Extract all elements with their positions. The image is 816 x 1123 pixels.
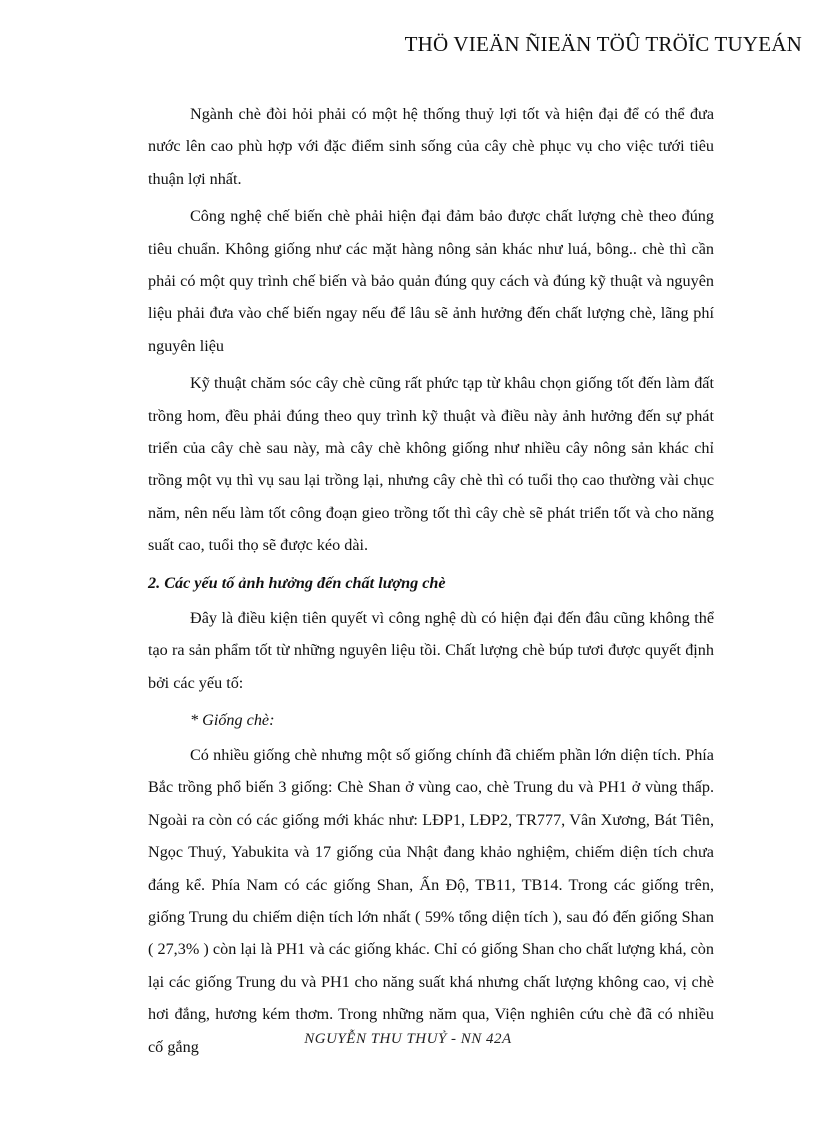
page-footer-author: NGUYỄN THU THUỶ - NN 42A — [304, 1031, 512, 1047]
paragraph-quality-factors: Đây là điều kiện tiên quyết vì công nghệ dù có hiện đại đến đâu cũng không thể tạo ra sản phẩm tốt từ những nguyên liệu tồi. Chất lượng chè búp tươi được quyết định bởi các yếu tố: — [148, 608, 714, 692]
paragraph-tea-varieties: Có nhiều giống chè nhưng một số giống chính đã chiếm phần lớn diện tích. Phía Bắc trồng phổ biến 3 giống: Chè Shan ở vùng cao, chè Trung du và PH1 ở vùng thấp. Ngoài ra còn có các giống mới khác như: LĐP1, LĐP2, TR777, Vân Xương, Bát Tiên, Ngọc Thuý, Yabukita và 17 giống của Nhật đang khảo nghiệm, chiếm diện tích chưa đáng kể. Phía Nam có các giống Shan, Ấn Độ, TB11, TB14. Trong các giống trên, giống Trung du chiếm diện tích lớn nhất ( 59% tổng diện tích ), sau đó đến giống Shan ( 27,3% ) còn lại là PH1 và các giống khác. Chỉ có giống Shan cho chất lượng khá, còn lại các giống Trung du và PH1 cho năng suất khá nhưng chất lượng không cao, vị chè hơi đắng, hương kém thơm. Trong những năm qua, Viện nghiên cứu chè đã có nhiều cố gắng — [148, 745, 714, 1056]
section-heading: 2. Các yếu tố ảnh hưởng đến chất lượng chè — [148, 573, 446, 592]
document-body — [148, 98, 714, 1068]
paragraph-cultivation-technique: Kỹ thuật chăm sóc cây chè cũng rất phức tạp từ khâu chọn giống tốt đến làm đất trồng hom, đều phải đúng theo quy trình kỹ thuật và điều này ảnh hưởng đến sự phát triển của cây chè sau này, mà cây chè không giống như nhiều cây nông sản khác chỉ trồng một vụ thì vụ sau lại trồng lại, nhưng cây chè thì có tuổi thọ cao thường vài chục năm, nên nếu làm tốt công đoạn gieo trồng tốt thì cây chè sẽ phát triển tốt và cho năng suất cao, tuổi thọ sẽ được kéo dài. — [148, 374, 714, 555]
page-header-title: THÖ VIEÄN ÑIEÄN TÖÛ TRÖÏC TUYEÁN — [404, 32, 802, 56]
paragraph-irrigation: Ngành chè đòi hỏi phải có một hệ thống thuỷ lợi tốt và hiện đại để có thể đưa nước lên cao phù hợp với đặc điểm sinh sống của cây chè phục vụ cho việc tưới tiêu thuận lợi nhất. — [148, 105, 714, 188]
sub-heading-tea-varieties: * Giống chè: — [190, 710, 275, 729]
paragraph-processing-technology: Công nghệ chế biến chè phải hiện đại đảm bảo được chất lượng chè theo đúng tiêu chuẩn. Không giống như các mặt hàng nông sản khác như luá, bông.. chè thì cần phải có một quy trình chế biến và bảo quản đúng quy cách và đúng kỹ thuật và nguyên liệu phải đưa vào chế biến ngay nếu để lâu sẽ ảnh hưởng đến chất lượng chè, lãng phí nguyên liệu — [148, 207, 714, 355]
